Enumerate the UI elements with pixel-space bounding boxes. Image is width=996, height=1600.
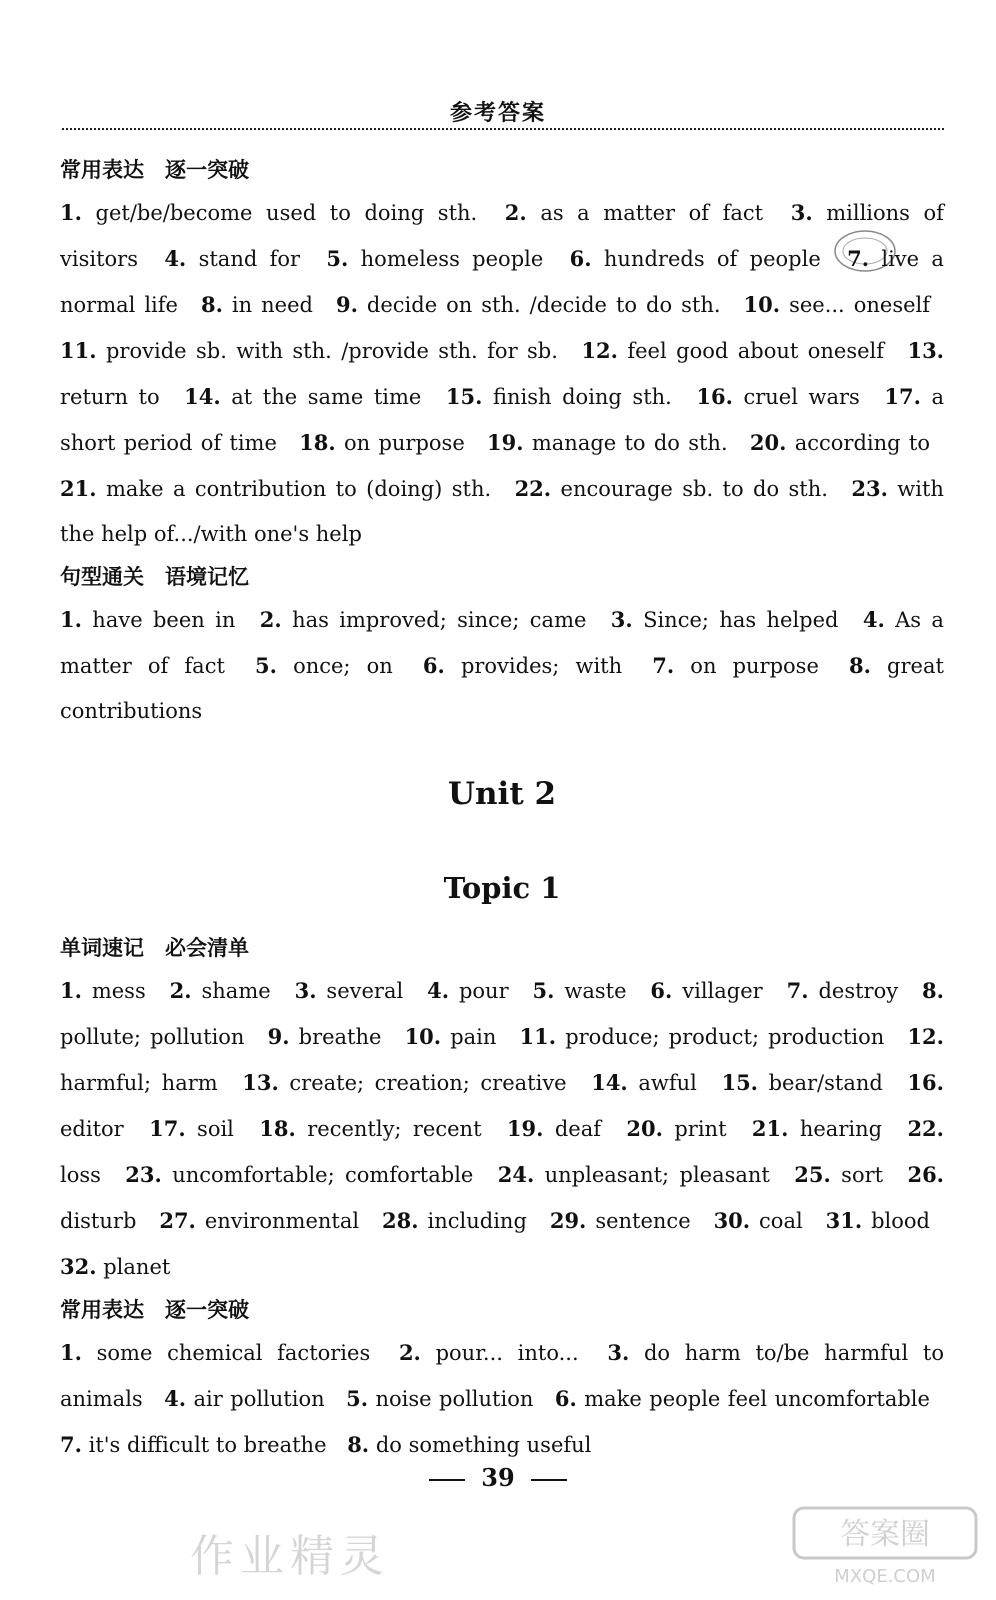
answer-number: 13. (907, 338, 944, 363)
section-phrases2 (60, 1290, 944, 1468)
answer-number: 6. (422, 653, 445, 678)
answer-text: make people feel uncomfortable (584, 1387, 930, 1411)
answer-text: get/be/become used to doing sth. (95, 201, 478, 225)
answer-item (268, 1025, 382, 1049)
answer-content (60, 150, 944, 1468)
answer-item (626, 1117, 726, 1141)
answer-text: Since; has helped (643, 608, 839, 632)
answer-text: a short period of time (60, 385, 944, 455)
answer-number: 7. (60, 1432, 82, 1457)
answer-item (60, 201, 477, 225)
answer-number: 5. (326, 246, 349, 271)
answer-item (752, 1117, 882, 1141)
answer-number: 15. (721, 1070, 758, 1095)
answer-text: do something useful (375, 1433, 592, 1457)
answer-number: 2. (259, 607, 282, 632)
svg-text:MXQE.COM: MXQE.COM (834, 1566, 936, 1587)
answer-item (299, 431, 465, 455)
answer-item (591, 1071, 697, 1095)
answer-number: 13. (242, 1070, 279, 1095)
answer-number: 18. (299, 430, 336, 455)
answer-text: unpleasant; pleasant (544, 1163, 770, 1187)
answer-number: 14. (184, 384, 221, 409)
answer-item (794, 1163, 883, 1187)
answer-text: villager (682, 979, 763, 1003)
answer-number: 2. (504, 200, 527, 225)
answer-text: coal (759, 1209, 803, 1233)
answer-item (242, 1071, 566, 1095)
answer-text: destroy (818, 979, 899, 1003)
answer-text: blood (871, 1209, 930, 1233)
answer-item (446, 385, 672, 409)
answer-text: in need (231, 293, 313, 317)
answer-text: has improved; since; came (292, 608, 587, 632)
answer-number: 9. (267, 1024, 290, 1049)
answer-number: 19. (487, 430, 524, 455)
answer-text: awful (638, 1071, 697, 1095)
page-number-dash-right (531, 1479, 567, 1481)
answer-item (164, 247, 300, 271)
answer-item (326, 247, 543, 271)
answer-number: 9. (335, 292, 358, 317)
answer-text: print (674, 1117, 727, 1141)
answer-item (382, 1209, 527, 1233)
answer-item (650, 979, 762, 1003)
answer-item (505, 201, 763, 225)
answer-number: 22. (907, 1116, 944, 1141)
answer-item (423, 654, 622, 678)
answer-text: with the help of.../with one's help (60, 477, 944, 546)
answer-number: 6. (650, 978, 673, 1003)
answer-number: 8. (848, 653, 871, 678)
answer-text: pain (450, 1025, 497, 1049)
answer-text: shame (201, 979, 271, 1003)
answer-text: as a matter of fact (540, 201, 764, 225)
answer-item (533, 979, 627, 1003)
answer-text: provides; with (460, 654, 623, 678)
answer-item (405, 1025, 497, 1049)
answer-item (555, 1387, 930, 1411)
answer-number: 2. (169, 978, 192, 1003)
answer-number: 12. (907, 1024, 944, 1049)
answer-text: breathe (298, 1025, 382, 1049)
answer-number: 1. (60, 200, 82, 225)
answer-number: 3. (610, 607, 633, 632)
answer-text: recently; recent (307, 1117, 482, 1141)
answer-text: hundreds of people (603, 247, 821, 271)
answer-text: provide sb. with sth. /provide sth. for sb. (105, 339, 558, 363)
answer-item (581, 339, 884, 363)
answer-text: several (326, 979, 404, 1003)
answer-text: homeless people (360, 247, 544, 271)
answer-text: at the same time (231, 385, 422, 409)
answer-text: harmful; harm (60, 1071, 218, 1095)
answer-text: As a matter of fact (60, 608, 944, 678)
answer-item (259, 1117, 481, 1141)
answer-text: including (427, 1209, 527, 1233)
answer-item (159, 1209, 359, 1233)
answer-item (260, 608, 587, 632)
answer-number: 8. (200, 292, 223, 317)
answer-number: 29. (549, 1208, 587, 1233)
answer-number: 10. (743, 292, 781, 317)
answer-item (487, 431, 728, 455)
answer-item (170, 979, 271, 1003)
answer-item (60, 1255, 170, 1279)
answer-item (498, 1163, 770, 1187)
answer-number: 8. (922, 978, 944, 1003)
answer-number: 8. (347, 1432, 370, 1457)
svg-text:答案圈: 答案圈 (840, 1517, 930, 1552)
answer-text: noise pollution (375, 1387, 534, 1411)
answer-text: produce; product; production (565, 1025, 885, 1049)
answer-item (721, 1071, 882, 1095)
answer-number: 4. (164, 246, 187, 271)
answer-item (714, 1209, 803, 1233)
answer-text: manage to do sth. (531, 431, 728, 455)
page-number (0, 1463, 996, 1492)
answer-text: according to (794, 431, 930, 455)
answer-item (347, 1433, 591, 1457)
answer-text: live a normal life (60, 247, 944, 317)
answer-number: 4. (164, 1386, 187, 1411)
answer-number: 11. (60, 338, 97, 363)
answer-text: finish doing sth. (493, 385, 672, 409)
answer-number: 3. (790, 200, 813, 225)
answer-number: 18. (259, 1116, 296, 1141)
answer-number: 25. (794, 1162, 831, 1187)
answer-item (346, 1387, 533, 1411)
answer-number: 1. (60, 1340, 82, 1365)
answer-number: 4. (427, 978, 450, 1003)
answer-number: 3. (607, 1340, 630, 1365)
answer-number: 26. (907, 1162, 944, 1187)
answer-text: hearing (799, 1117, 883, 1141)
answer-number: 1. (60, 607, 82, 632)
answer-item (399, 1341, 579, 1365)
answer-item (826, 1209, 930, 1233)
answer-number: 10. (404, 1024, 442, 1049)
answer-item (201, 293, 313, 317)
site-logo-icon (790, 1500, 980, 1590)
answer-item (60, 979, 146, 1003)
answer-number: 6. (569, 246, 592, 271)
section-heading: 常用表达 逐一突破 (60, 1298, 249, 1322)
section-phrases1 (60, 150, 944, 557)
answer-number: 4. (862, 607, 885, 632)
answer-number: 5. (255, 653, 277, 678)
answer-item (611, 608, 839, 632)
answer-number: 14. (591, 1070, 628, 1095)
answer-item (255, 654, 393, 678)
answer-text: editor (60, 1117, 124, 1141)
answer-text: cruel wars (743, 385, 860, 409)
answer-item (550, 1209, 691, 1233)
answer-text: have been in (92, 608, 236, 632)
answer-number: 15. (445, 384, 483, 409)
answer-number: 5. (346, 1386, 369, 1411)
answer-number: 21. (751, 1116, 789, 1141)
answer-number: 5. (532, 978, 555, 1003)
answer-number: 19. (506, 1116, 544, 1141)
answer-text: deaf (554, 1117, 602, 1141)
answer-item (652, 654, 819, 678)
answer-item (60, 339, 558, 363)
answer-list (60, 968, 944, 1290)
answer-number: 7. (786, 978, 809, 1003)
answer-item (60, 608, 235, 632)
answer-text: uncomfortable; comfortable (172, 1163, 474, 1187)
answer-list (60, 190, 944, 557)
answer-text: once; on (293, 654, 393, 678)
answer-number: 16. (907, 1070, 944, 1095)
answer-text: some chemical factories (96, 1341, 371, 1365)
answer-text: encourage sb. to do sth. (560, 477, 828, 501)
answer-number: 7. (652, 653, 675, 678)
topic-title: Topic 1 (443, 871, 561, 905)
answer-item (570, 247, 821, 271)
answer-text: stand for (198, 247, 301, 271)
answer-item (787, 979, 898, 1003)
answer-text: pour... into... (435, 1341, 579, 1365)
answer-text: return to (60, 385, 160, 409)
answer-text: it's difficult to breathe (88, 1433, 327, 1457)
answer-number: 28. (382, 1208, 419, 1233)
answer-number: 27. (159, 1208, 196, 1233)
answer-text: air pollution (193, 1387, 325, 1411)
answer-item (60, 477, 491, 501)
answer-item (336, 293, 721, 317)
answer-number: 1. (60, 978, 82, 1003)
answer-number: 16. (696, 384, 733, 409)
answer-item (295, 979, 404, 1003)
answer-text: sort (841, 1163, 884, 1187)
answer-item (515, 477, 828, 501)
answer-text: waste (564, 979, 627, 1003)
answer-text: disturb (60, 1209, 137, 1233)
answer-list (60, 1330, 944, 1468)
answer-number: 17. (149, 1116, 186, 1141)
unit-title: Unit 2 (447, 776, 557, 812)
answer-item (60, 1341, 370, 1365)
answer-number: 20. (626, 1116, 663, 1141)
section-words (60, 928, 944, 1290)
answer-text: loss (60, 1163, 101, 1187)
answer-text: pour (458, 979, 509, 1003)
answer-number: 12. (581, 338, 618, 363)
section-sentences1 (60, 557, 944, 734)
answer-number: 31. (825, 1208, 863, 1233)
answer-number: 23. (125, 1162, 162, 1187)
watermark: 作业精灵 (190, 1531, 390, 1582)
answer-item (696, 385, 859, 409)
answer-text: soil (197, 1117, 234, 1141)
answer-text: feel good about oneself (627, 339, 885, 363)
answer-text: great contributions (60, 654, 944, 723)
page-number-value: 39 (481, 1463, 515, 1492)
answer-number: 22. (514, 476, 552, 501)
answer-item (60, 1433, 327, 1457)
answer-item (164, 1387, 324, 1411)
answer-number: 32. (60, 1254, 97, 1279)
answer-text: on purpose (344, 431, 465, 455)
answer-item (750, 431, 930, 455)
header-divider (62, 128, 944, 130)
answer-number: 17. (884, 384, 921, 409)
answer-item (149, 1117, 234, 1141)
answer-number: 7. (847, 246, 870, 271)
answer-text: planet (103, 1255, 171, 1279)
answer-text: do harm to/be harmful to animals (60, 1341, 944, 1411)
answer-item (507, 1117, 601, 1141)
answer-list (60, 597, 944, 734)
answer-number: 2. (398, 1340, 421, 1365)
section-heading: 句型通关 语境记忆 (60, 565, 249, 589)
answer-item (520, 1025, 885, 1049)
answer-number: 21. (60, 476, 97, 501)
answer-text: millions of visitors (60, 201, 944, 271)
answer-text: make a contribution to (doing) sth. (105, 477, 492, 501)
answer-text: mess (91, 979, 146, 1003)
answer-text: bear/stand (768, 1071, 883, 1095)
answer-item (184, 385, 421, 409)
answer-item (125, 1163, 473, 1187)
answer-number: 24. (497, 1162, 535, 1187)
section-heading: 常用表达 逐一突破 (60, 158, 249, 182)
answer-number: 23. (851, 476, 888, 501)
answer-text: pollute; pollution (60, 1025, 245, 1049)
answer-number: 6. (554, 1386, 577, 1411)
answer-text: create; creation; creative (289, 1071, 567, 1095)
answer-number: 3. (294, 978, 317, 1003)
section-heading: 单词速记 必会清单 (60, 936, 249, 960)
answer-item (744, 293, 930, 317)
page-number-dash-left (429, 1479, 465, 1481)
answer-text: decide on sth. /decide to do sth. (366, 293, 721, 317)
page-header-title: 参考答案 (449, 100, 546, 126)
answer-text: see... oneself (789, 293, 931, 317)
answer-number: 30. (713, 1208, 751, 1233)
answer-text: sentence (595, 1209, 691, 1233)
answer-item (427, 979, 509, 1003)
answer-text: on purpose (690, 654, 819, 678)
answer-number: 20. (749, 430, 787, 455)
answer-number: 11. (519, 1024, 557, 1049)
answer-text: environmental (204, 1209, 360, 1233)
